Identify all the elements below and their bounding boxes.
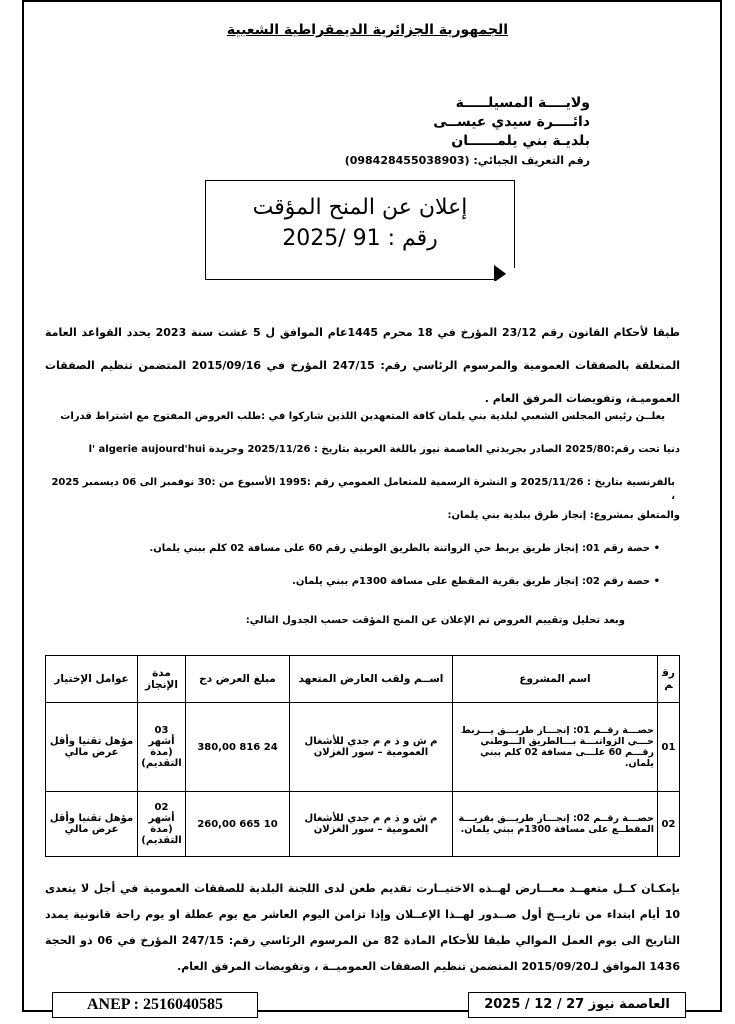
tax-id: رقم التعريف الجبائي: (098428455038903) (344, 154, 590, 167)
col-criteria: عوامل الإختيار (46, 656, 138, 703)
cell-bidder: م ش و ذ م م جدي للأشغال العمومية – سور الغزلان (290, 792, 453, 857)
table-row (46, 792, 680, 857)
cell-number: 02 (658, 792, 680, 857)
cell-criteria: مؤهل تقنيا وأقل عرض مالي (46, 703, 138, 792)
anep-number: ANEP : 2516040585 (52, 992, 258, 1018)
cell-duration: 03 أشهر (مدة التقديم) (138, 703, 186, 792)
announcement-number: رقم : 91 /2025 (282, 226, 438, 251)
republic-title: الجمهورية الجزائرية الديمقراطية الشعبية (226, 22, 509, 38)
announcement-title: إعلان عن المنح المؤقت (252, 195, 468, 220)
col-project: اسم المشروع (453, 656, 658, 703)
col-duration: مدة الإنجاز (138, 656, 186, 703)
paragraph-line: بالفرنسية بتاريخ : 2025/11/26 و النشرة الرسمية للمتعامل العمومي رقم :1995 الأسبوع من :30 نوفمبر الى 06 ديسمبر 2025 ، (51, 477, 675, 502)
cell-bidder: م ش و ذ م م جدي للأشغال العمومية – سور الغزلان (290, 703, 453, 792)
newspaper-date: العاصمة نيوز 27 / 12 / 2025 (468, 992, 686, 1018)
paragraph-line: يعلــن رئيس المجلس الشعبي لبلدية بني يلمان كافة المتعهدين اللذين شاركوا في :طلب العروض المفتوح مع اشتراط قدرات (60, 411, 665, 422)
col-amount: مبلغ العرض دج (186, 656, 290, 703)
closing-paragraph: بإمكـان كــل متعهــد معـــارض لهــذه الاختيــارت تقديم طعن لدى اللجنة البلدية للصفقات العمومية في أجل لا يتعدى 10 أيام ابتداء من تاريــخ أول صــدور لهــذا الإعــلان وإذا تزامن اليوم العاشر مع يوم عطلة او يوم راحة قانونية يمدد التاريخ الى يوم العمل الموالي طبقا للأحكام المادة 82 من المرسوم الرئاسي رقم: 247/15 المؤرخ في 06 ذو الحجة 1436 الموافق لـ2015/09/20 المتضمن تنظيم الصفقات العموميــة ، وتفويضات المرفق العام. (45, 882, 680, 973)
cell-amount: 10 665 260,00 (186, 792, 290, 857)
lot-bullet: • حصة رقم 01: إنجاز طريق يربط حي الزواتنة بالطريق الوطني رقم 60 على مسافة 02 كلم ببني يلمان. (45, 542, 660, 556)
paragraph-line: والمتعلق بمشروع: إنجاز طرق ببلدية بني يلمان: (447, 510, 680, 521)
cell-project: حصـــة رقــم 01: إنجـــاز طريـــق يـــربط حـــي الزواتنـــة بـــالطريق الـــوطني رقـــم 60 علـــى مسافة 02 كلم ببني يلمان. (453, 703, 658, 792)
table-row (46, 703, 680, 792)
col-number: رقم (658, 656, 680, 703)
paragraph-line: دنيا تحت رقم:2025/80 الصادر بجريدتي العاصمة نيوز باللغة العربية بتاريخ : 2025/11/26 وجريدة l' algerie aujourd'hui (88, 444, 680, 455)
table-header-row (46, 656, 680, 703)
table-intro: وبعد تحليل وتقييم العروض تم الإعلان عن المنح المؤقت حسب الجدول التالي: (245, 615, 625, 626)
cell-number: 01 (658, 703, 680, 792)
daira: دائــــرة سيدي عيســى (433, 114, 590, 130)
wilaya: ولايــــة المسيلـــــة (455, 95, 590, 111)
folded-corner-cut (496, 267, 516, 281)
cell-duration: 02 أشهر (مدة التقديم) (138, 792, 186, 857)
award-table (45, 655, 680, 857)
announcement-box (205, 180, 515, 280)
col-bidder: اســم ولقب العارض المتعهد (290, 656, 453, 703)
issuer-block (290, 94, 590, 170)
cell-criteria: مؤهل تقنيا وأقل عرض مالي (46, 792, 138, 857)
commune: بلديـة بني يلمــــــان (451, 133, 590, 149)
paragraph-legal-basis: طبقا لأحكام القانون رقم 23/12 المؤرخ في 18 محرم 1445عام الموافق ل 5 غشت سنة 2023 يحدد القواعد العامة المتعلقة بالصفقات العمومية والمرسوم الرئاسي رقم: 247/15 المؤرخ في 2015/09/16 المتضمن تنظيم الصفقات العموميـة، وتفويضات المرفق العام . (45, 326, 680, 405)
cell-project: حصـــة رقــم 02: إنجـــاز طريـــق بقريـــة المقطــع على مسافة 1300م ببني يلمان. (453, 792, 658, 857)
lot-bullet: • حصة رقم 02: إنجاز طريق بقرية المقطع على مسافة 1300م ببني يلمان. (45, 575, 660, 589)
cell-amount: 24 816 380,00 (186, 703, 290, 792)
